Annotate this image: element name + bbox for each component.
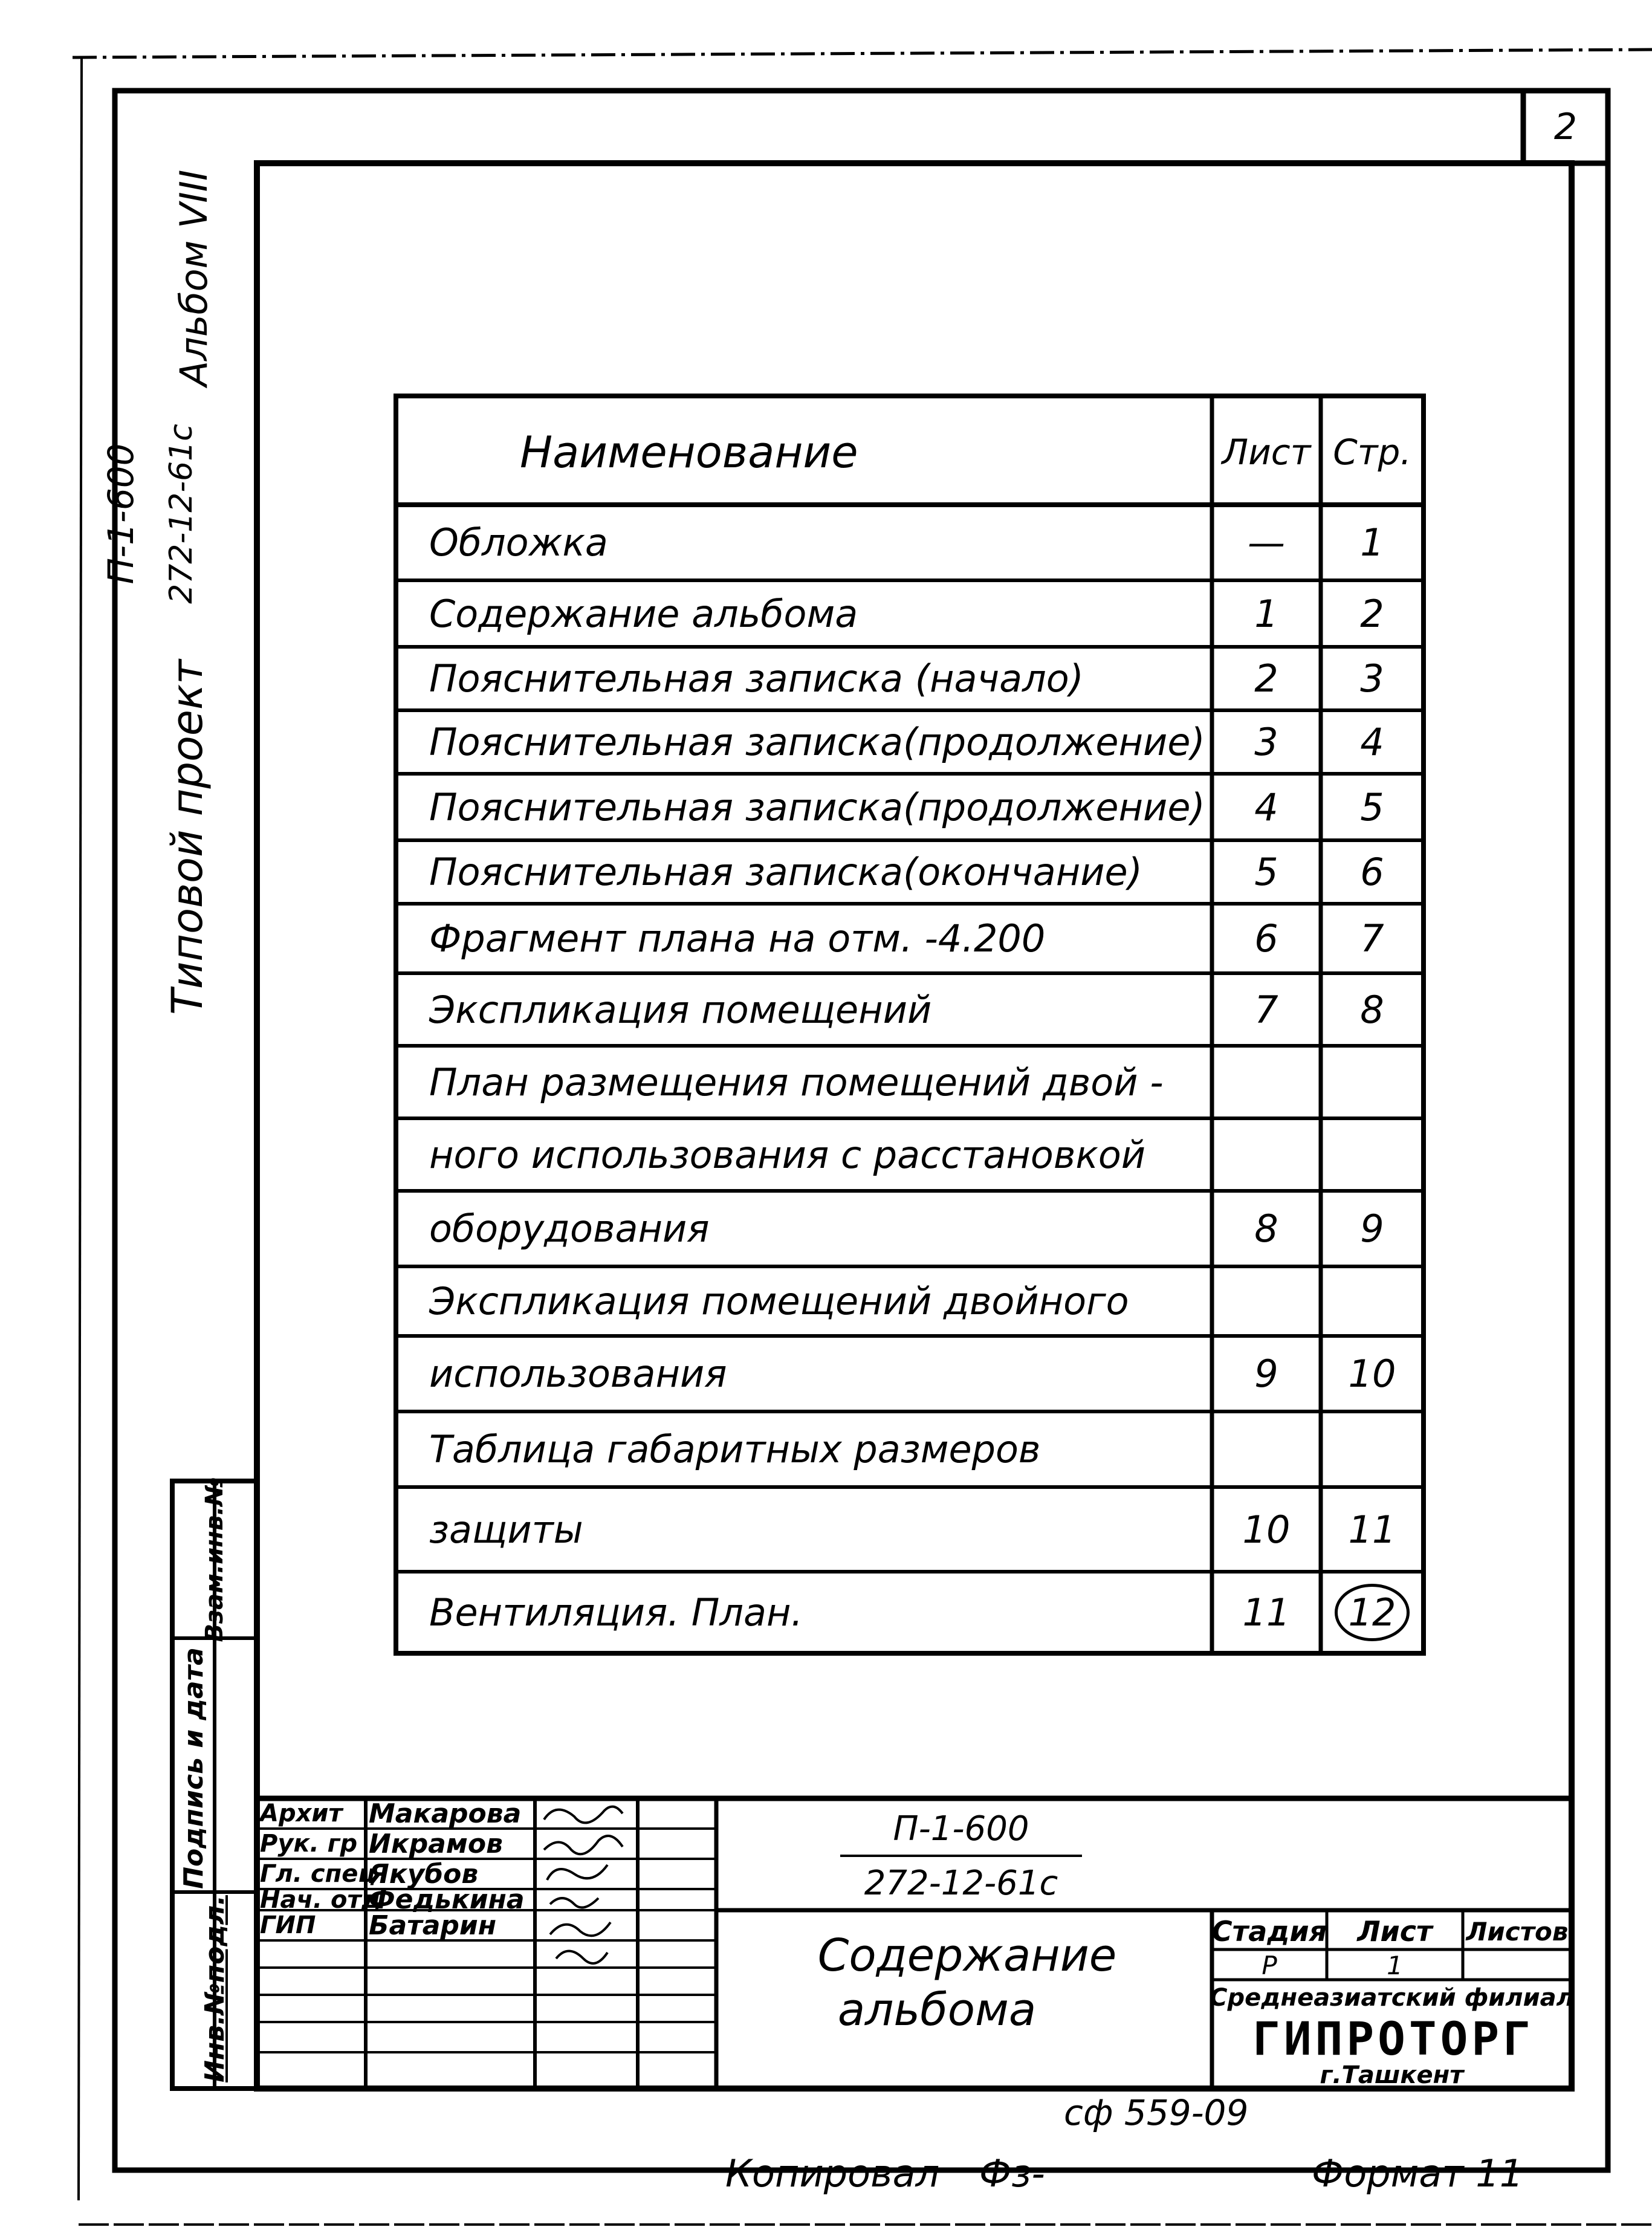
stage-label: Стадия: [1211, 1915, 1327, 1948]
project-type-label: Типовой проект: [163, 660, 212, 1015]
signer-name: Якубов: [369, 1858, 479, 1890]
contents-row-page: 11: [1348, 1507, 1396, 1552]
contents-row-sheet: 10: [1242, 1507, 1291, 1552]
contents-row-name: Пояснительная записка (начало): [429, 656, 1084, 701]
document-title-line1: Содержание: [817, 1930, 1117, 1982]
contents-row-name: ного использования с расстановкой: [429, 1132, 1146, 1177]
contents-row-sheet: 6: [1254, 916, 1278, 961]
column-header-sheet: Лист: [1222, 431, 1311, 473]
contents-row-page: 6: [1360, 850, 1384, 894]
contents-row-sheet: [1212, 1118, 1321, 1191]
circled-page-number: 12: [1335, 1584, 1410, 1641]
signer-role: Гл. спец: [260, 1860, 377, 1888]
signature-date-label: Подпись и дата: [178, 1647, 209, 1889]
contents-row-page: [1321, 1046, 1424, 1118]
contents-row-sheet: [1212, 1046, 1321, 1118]
contents-row-name: План размещения помещений двой -: [429, 1060, 1164, 1104]
signer-role: Архит: [260, 1800, 343, 1827]
signer-role: Рук. гр: [260, 1830, 358, 1858]
signer-role: ГИП: [260, 1911, 316, 1939]
column-header-name: Наименование: [520, 426, 858, 478]
contents-row-sheet: [1212, 1411, 1321, 1487]
contents-row-sheet: 3: [1254, 720, 1278, 764]
organization-city: г.Ташкент: [1320, 2061, 1464, 2089]
album-label: Альбом VIII: [171, 169, 216, 387]
contents-row-page: 9: [1360, 1207, 1384, 1251]
copied-by-signature: Фз-: [979, 2151, 1045, 2196]
inventory-code: сф 559-09: [1064, 2092, 1249, 2133]
replacement-inventory-label: Взам.инв.№: [201, 1477, 228, 1642]
contents-row-page: [1321, 1411, 1424, 1487]
contents-row-name: Экспликация помещений: [429, 987, 932, 1032]
sheet-number: 2: [1553, 106, 1578, 148]
contents-row-page: 4: [1360, 720, 1384, 764]
copied-by-label: Копировал: [725, 2151, 940, 2196]
signer-name: Батарин: [369, 1910, 497, 1941]
format-label: Формат 11: [1312, 2151, 1524, 2196]
contents-row-name: использования: [429, 1352, 727, 1396]
contents-row-name: Пояснительная записка(продолжение): [429, 785, 1205, 829]
signer-name: Макарова: [369, 1798, 522, 1829]
signer-name: Икрамов: [369, 1828, 503, 1859]
organization-branch: Среднеазиатский филиал: [1210, 1984, 1574, 2012]
project-sub-code: 272-12-61с: [163, 424, 199, 604]
drawing-code-line2: 272-12-61с: [864, 1863, 1058, 1903]
contents-row-sheet: 4: [1254, 785, 1278, 829]
contents-row-name: Экспликация помещений двойного: [429, 1279, 1129, 1323]
project-code: П-1-600: [100, 443, 141, 585]
contents-row-sheet: [1212, 1266, 1321, 1336]
contents-row-name: Содержание альбома: [429, 591, 858, 636]
contents-row-sheet: 1: [1254, 591, 1278, 636]
contents-row-sheet: 2: [1254, 656, 1278, 701]
contents-row-page: 8: [1360, 987, 1384, 1032]
contents-row-name: Пояснительная записка(окончание): [429, 850, 1142, 894]
sheets-label: Листов: [1466, 1916, 1569, 1946]
contents-row-page: 3: [1360, 656, 1384, 701]
contents-row-name: оборудования: [429, 1207, 710, 1251]
contents-row-sheet: 7: [1254, 987, 1278, 1032]
contents-row-name: Вентиляция. План.: [429, 1590, 803, 1635]
contents-row-name: Пояснительная записка(продолжение): [429, 720, 1205, 764]
contents-row-page: 7: [1360, 916, 1384, 961]
contents-row-page: 2: [1360, 591, 1384, 636]
stage-value: Р: [1262, 1950, 1277, 1980]
column-header-page: Стр.: [1333, 431, 1411, 473]
contents-row-page: [1321, 1118, 1424, 1191]
contents-row-name: Обложка: [429, 520, 608, 565]
contents-row-sheet: 5: [1254, 850, 1278, 894]
inventory-number-label: Инв.№подл.: [199, 1895, 230, 2082]
document-title-line2: альбома: [837, 1984, 1037, 2036]
contents-row-name: Фрагмент плана на отм. -4.200: [429, 916, 1046, 961]
contents-row-sheet: 8: [1254, 1207, 1278, 1251]
contents-row-name: защиты: [429, 1507, 583, 1552]
signer-name: Федькина: [369, 1884, 525, 1915]
sheet-value: 1: [1387, 1950, 1403, 1980]
contents-row-sheet: 11: [1242, 1590, 1291, 1635]
contents-row-page: 5: [1360, 785, 1384, 829]
organization-name: ГИПРОТОРГ: [1252, 2012, 1534, 2066]
contents-row-name: Таблица габаритных размеров: [429, 1427, 1041, 1471]
contents-row-sheet: —: [1248, 520, 1285, 565]
contents-row-page: 10: [1348, 1352, 1396, 1396]
contents-row-page: [1321, 1266, 1424, 1336]
sheet-label: Лист: [1357, 1915, 1433, 1948]
contents-row-sheet: 9: [1254, 1352, 1278, 1396]
signer-role: Нач. отд: [260, 1885, 381, 1914]
contents-row-page: [1321, 1572, 1424, 1653]
contents-row-page: 1: [1360, 520, 1384, 565]
drawing-code-line1: П-1-600: [893, 1809, 1029, 1849]
